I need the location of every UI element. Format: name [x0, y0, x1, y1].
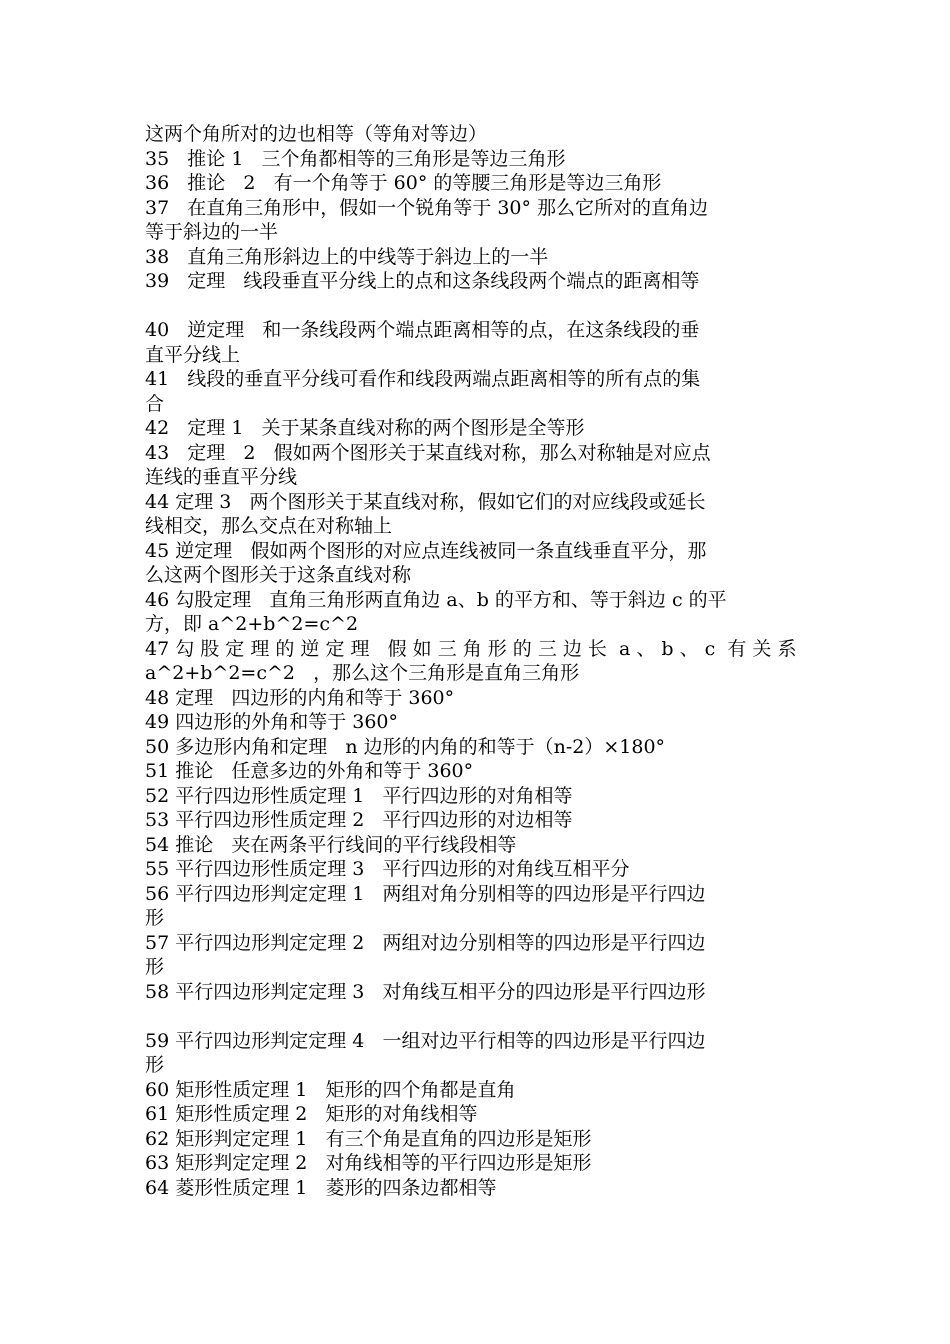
text-line: 36 推论 2 有一个角等于 60° 的等腰三角形是等边三角形 [145, 172, 662, 194]
text-line: 35 推论 1 三个角都相等的三角形是等边三角形 [145, 147, 566, 170]
text-line: 40 逆定理 和一条线段两个端点距离相等的点，在这条线段的垂 [145, 319, 700, 341]
text-line: 线相交，那么交点在对称轴上 [145, 515, 393, 537]
text-line: 等于斜边的一半 [145, 221, 279, 243]
text-line: 方，即 a^2+b^2=c^2 [145, 613, 359, 635]
text-line: 51 推论 任意多边的外角和等于 360° [145, 760, 474, 782]
text-line: 52 平行四边形性质定理 1 平行四边形的对角相等 [145, 784, 573, 807]
text-line: 55 平行四边形性质定理 3 平行四边形的对角线互相平分 [145, 858, 630, 880]
text-line: 61 矩形性质定理 2 矩形的对角线相等 [145, 1103, 478, 1125]
text-line: 直平分线上 [145, 343, 241, 366]
text-line: 62 矩形判定定理 1 有三个角是直角的四边形是矩形 [145, 1127, 592, 1150]
text-line: 37 在直角三角形中，假如一个锐角等于 30° 那么它所对的直角边 [145, 196, 709, 219]
text-line: 49 四边形的外角和等于 360° [145, 711, 399, 733]
text-line: 形 [145, 1054, 165, 1076]
text-line: 38 直角三角形斜边上的中线等于斜边上的一半 [145, 245, 549, 268]
text-line: 57 平行四边形判定定理 2 两组对边分别相等的四边形是平行四边 [145, 931, 706, 954]
text-line: 43 定理 2 假如两个图形关于某直线对称，那么对称轴是对应点 [145, 441, 711, 464]
text-line: 形 [145, 907, 165, 929]
text-line: 53 平行四边形性质定理 2 平行四边形的对边相等 [145, 809, 573, 831]
text-line: 46 勾股定理 直角三角形两直角边 a、b 的平方和、等于斜边 c 的平 [145, 588, 727, 611]
text-line: 合 [145, 392, 165, 415]
text-line: 么这两个图形关于这条直线对称 [145, 564, 412, 586]
text-line: 45 逆定理 假如两个图形的对应点连线被同一条直线垂直平分，那 [145, 539, 707, 562]
text-line: 39 定理 线段垂直平分线上的点和这条线段两个端点的距离相等 [145, 270, 700, 292]
text-line: 44 定理 3 两个图形关于某直线对称，假如它们的对应线段或延长 [145, 490, 706, 513]
text-line: 56 平行四边形判定定理 1 两组对角分别相等的四边形是平行四边 [145, 882, 706, 905]
blank-line [145, 294, 810, 319]
text-line: 64 菱形性质定理 1 菱形的四条边都相等 [145, 1176, 497, 1199]
text-line: 48 定理 四边形的内角和等于 360° [145, 686, 455, 709]
text-line: 50 多边形内角和定理 n 边形的内角的和等于（n-2）×180° [145, 735, 666, 758]
text-line: 60 矩形性质定理 1 矩形的四个角都是直角 [145, 1078, 516, 1101]
text-line: 47 勾 股 定 理 的 逆 定 理 假 如 三 角 形 的 三 边 长 a 、 b 、 c 有 关 系 [145, 637, 797, 660]
text-line: 58 平行四边形判定定理 3 对角线互相平分的四边形是平行四边形 [145, 980, 706, 1003]
text-line: 形 [145, 956, 165, 978]
text-line: a^2+b^2=c^2 ，那么这个三角形是直角三角形 [145, 662, 580, 684]
text-line: 这两个角所对的边也相等（等角对等边） [145, 123, 488, 145]
text-line: 42 定理 1 关于某条直线对称的两个图形是全等形 [145, 417, 585, 439]
text-line: 54 推论 夹在两条平行线间的平行线段相等 [145, 833, 517, 856]
text-line: 41 线段的垂直平分线可看作和线段两端点距离相等的所有点的集 [145, 368, 701, 390]
text-line: 63 矩形判定定理 2 对角线相等的平行四边形是矩形 [145, 1152, 592, 1174]
document-body [145, 122, 810, 1200]
text-line: 连线的垂直平分线 [145, 466, 298, 488]
text-line: 59 平行四边形判定定理 4 一组对边平行相等的四边形是平行四边 [145, 1029, 706, 1052]
blank-line [145, 1004, 810, 1029]
